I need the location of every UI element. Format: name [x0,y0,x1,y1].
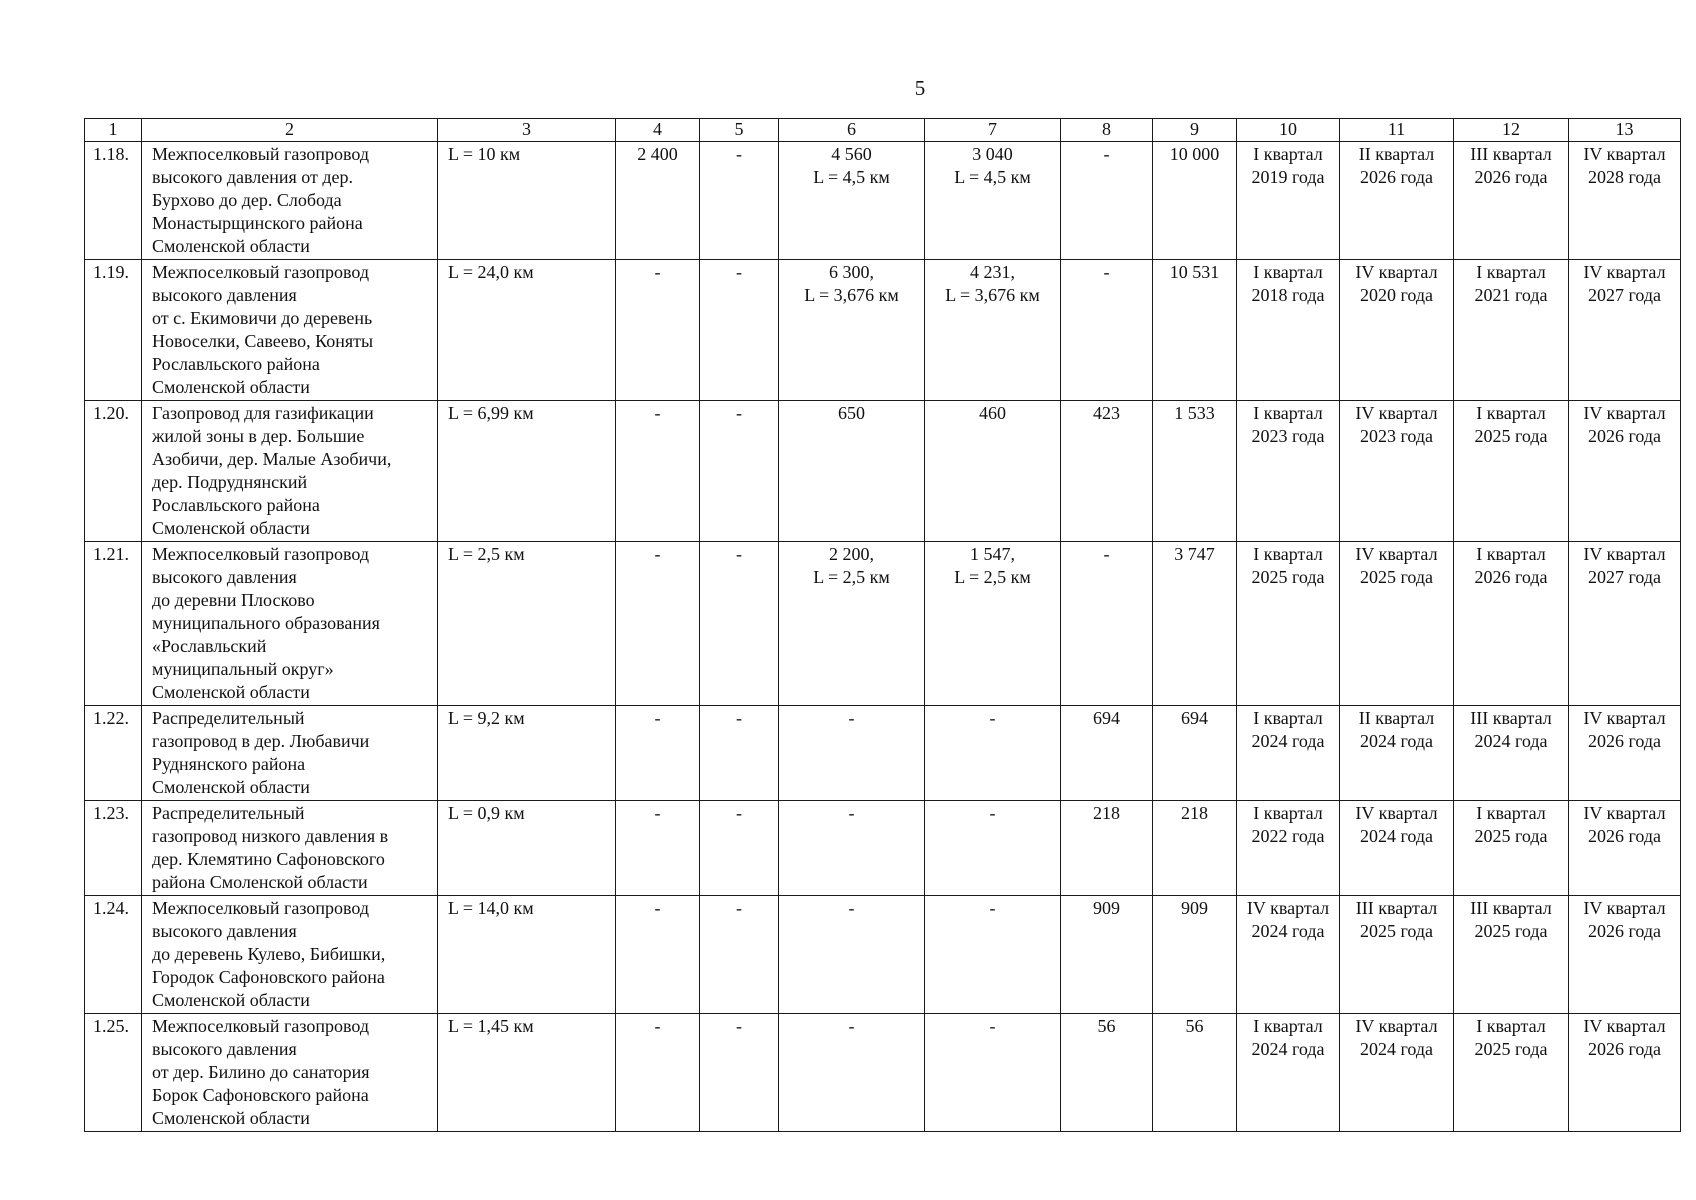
quarter-col-10 [1237,542,1340,706]
quarter-col-13 [1569,1014,1681,1132]
value-col-5: - [700,801,779,896]
cell-line: Смоленской области [152,682,310,702]
cell-line: Газопровод для газификации [152,403,374,423]
cell-line: Смоленской области [152,518,310,538]
cell-line: I квартал [1476,544,1546,564]
column-header: 5 [700,119,779,142]
value-col-6 [779,1014,925,1132]
quarter-col-11 [1340,142,1454,260]
table-row [85,706,1681,801]
cell-line: IV квартал [1355,262,1438,282]
cell-line: 2025 года [1251,567,1325,587]
column-header: 7 [925,119,1061,142]
pipeline-length: L = 0,9 км [438,801,616,896]
value-col-8: 694 [1061,706,1153,801]
column-header: 4 [616,119,700,142]
cell-line: 2024 года [1359,826,1434,846]
quarter-col-12 [1454,142,1569,260]
cell-line: газопровод в дер. Любавичи [152,731,370,751]
cell-line: II квартал [1358,144,1435,164]
cell-line: - [848,708,855,728]
value-col-8: 423 [1061,401,1153,542]
quarter-col-10 [1237,896,1340,1014]
cell-line: Борок Сафоновского района [152,1085,369,1105]
row-number: 1.22. [85,706,142,801]
cell-line: 2026 года [1587,426,1662,446]
object-name [142,706,438,801]
quarter-col-11 [1340,896,1454,1014]
cell-line: высокого давления [152,567,297,587]
value-col-4: 2 400 [616,142,700,260]
cell-line: 2018 года [1251,285,1325,305]
cell-line: IV квартал [1355,544,1438,564]
value-col-6 [779,260,925,401]
cell-line: I квартал [1253,144,1323,164]
cell-line: Смоленской области [152,1108,310,1128]
cell-line: I квартал [1476,403,1546,423]
cell-line: - [989,898,996,918]
cell-line: I квартал [1476,803,1546,823]
cell-line: Рославльского района [152,495,320,515]
quarter-col-12 [1454,260,1569,401]
value-col-8: - [1061,260,1153,401]
cell-line: 2026 года [1587,921,1662,941]
cell-line: муниципального образования [152,613,380,633]
cell-line: высокого давления [152,1039,297,1059]
cell-line: 6 300, [829,262,874,282]
cell-line: Межпоселковый газопровод [152,544,370,564]
cell-line: муниципальный округ» [152,659,334,679]
cell-line: I квартал [1253,262,1323,282]
quarter-col-11 [1340,542,1454,706]
row-number: 1.19. [85,260,142,401]
cell-line: - [989,1016,996,1036]
cell-line: 2027 года [1587,285,1662,305]
object-name [142,542,438,706]
object-name [142,896,438,1014]
quarter-col-13 [1569,706,1681,801]
page-number: 5 [914,76,926,100]
cell-line: 2025 года [1474,921,1548,941]
cell-line: Межпоселковый газопровод [152,898,370,918]
value-col-9: 1 533 [1153,401,1237,542]
cell-line: Межпоселковый газопровод [152,1016,370,1036]
quarter-col-10 [1237,142,1340,260]
cell-line: I квартал [1253,708,1323,728]
object-name [142,1014,438,1132]
cell-line: Смоленской области [152,990,310,1010]
cell-line: IV квартал [1583,262,1666,282]
cell-line: III квартал [1470,708,1552,728]
cell-line: Новоселки, Савеево, Коняты [152,331,374,351]
value-col-7 [925,260,1061,401]
cell-line: IV квартал [1355,803,1438,823]
value-col-5: - [700,896,779,1014]
value-col-6 [779,706,925,801]
cell-line: I квартал [1253,403,1323,423]
cell-line: 2025 года [1359,921,1434,941]
table-row [85,896,1681,1014]
table-row [85,142,1681,260]
value-col-9: 3 747 [1153,542,1237,706]
cell-line: IV квартал [1583,544,1666,564]
cell-line: Межпоселковый газопровод [152,262,370,282]
cell-line: L = 3,676 км [804,285,899,305]
cell-line: газопровод низкого давления в [152,826,389,846]
cell-line: 1 547, [970,544,1015,564]
cell-line: 2027 года [1587,567,1662,587]
cell-line: Распределительный [152,708,305,728]
cell-line: района Смоленской области [152,872,368,892]
value-col-8: 909 [1061,896,1153,1014]
cell-line: Смоленской области [152,777,310,797]
cell-line: 2025 года [1474,426,1548,446]
cell-line: IV квартал [1355,403,1438,423]
object-name [142,260,438,401]
cell-line: 2026 года [1474,567,1548,587]
column-header: 2 [142,119,438,142]
pipeline-length: L = 2,5 км [438,542,616,706]
cell-line: 2025 года [1359,567,1434,587]
quarter-col-11 [1340,706,1454,801]
table-row [85,801,1681,896]
cell-line: 2026 года [1474,167,1548,187]
cell-line: 2024 года [1251,921,1325,941]
cell-line: Руднянского района [152,754,306,774]
quarter-col-12 [1454,401,1569,542]
cell-line: IV квартал [1583,1016,1666,1036]
quarter-col-10 [1237,706,1340,801]
cell-line: «Рославльский [152,636,267,656]
cell-line: до деревни Плосково [152,590,315,610]
table-row [85,542,1681,706]
table-row [85,260,1681,401]
value-col-9: 10 531 [1153,260,1237,401]
cell-line: 2025 года [1474,1039,1548,1059]
value-col-9: 218 [1153,801,1237,896]
cell-line: - [848,803,855,823]
value-col-7 [925,142,1061,260]
cell-line: Монастырщинского района [152,213,363,233]
row-number: 1.25. [85,1014,142,1132]
quarter-col-13 [1569,142,1681,260]
cell-line: от с. Екимовичи до деревень [152,308,373,328]
table-row [85,1014,1681,1132]
cell-line: 4 231, [970,262,1015,282]
column-header: 11 [1340,119,1454,142]
cell-line: I квартал [1253,544,1323,564]
cell-line: 2024 года [1359,1039,1434,1059]
cell-line: L = 2,5 км [813,567,890,587]
cell-line: IV квартал [1583,144,1666,164]
value-col-5: - [700,142,779,260]
cell-line: Смоленской области [152,377,310,397]
cell-line: 460 [979,403,1006,423]
quarter-col-13 [1569,542,1681,706]
cell-line: Азобичи, дер. Малые Азобичи, [152,449,392,469]
quarter-col-10 [1237,260,1340,401]
cell-line: IV квартал [1583,898,1666,918]
cell-line: высокого давления от дер. [152,167,354,187]
cell-line: дер. Подруднянский [152,472,308,492]
value-col-8: 218 [1061,801,1153,896]
value-col-5: - [700,1014,779,1132]
cell-line: IV квартал [1246,898,1330,918]
value-col-5: - [700,706,779,801]
quarter-col-12 [1454,801,1569,896]
column-header: 8 [1061,119,1153,142]
pipeline-length: L = 1,45 км [438,1014,616,1132]
quarter-col-10 [1237,401,1340,542]
cell-line: L = 3,676 км [945,285,1040,305]
quarter-col-10 [1237,1014,1340,1132]
cell-line: 2021 года [1474,285,1548,305]
cell-line: Рославльского района [152,354,320,374]
cell-line: I квартал [1253,1016,1323,1036]
cell-line: Межпоселковый газопровод [152,144,370,164]
cell-line: 2024 года [1474,731,1548,751]
column-header: 10 [1237,119,1340,142]
row-number: 1.24. [85,896,142,1014]
value-col-9: 56 [1153,1014,1237,1132]
header-row [85,119,1681,142]
cell-line: 2024 года [1251,1039,1325,1059]
value-col-7 [925,1014,1061,1132]
value-col-8: - [1061,542,1153,706]
value-col-4: - [616,1014,700,1132]
cell-line: - [848,898,855,918]
cell-line: 2026 года [1587,826,1662,846]
quarter-col-11 [1340,1014,1454,1132]
quarter-col-13 [1569,401,1681,542]
value-col-6 [779,801,925,896]
cell-line: L = 4,5 км [813,167,890,187]
value-col-5: - [700,401,779,542]
cell-line: до деревень Кулево, Бибишки, [152,944,386,964]
row-number: 1.23. [85,801,142,896]
quarter-col-13 [1569,896,1681,1014]
cell-line: Смоленской области [152,236,310,256]
quarter-col-12 [1454,706,1569,801]
cell-line: I квартал [1476,262,1546,282]
cell-line: L = 2,5 км [954,567,1031,587]
table-body [85,142,1681,1132]
cell-line: IV квартал [1583,708,1666,728]
quarter-col-10 [1237,801,1340,896]
cell-line: 650 [838,403,865,423]
value-col-9: 10 000 [1153,142,1237,260]
pipeline-length: L = 14,0 км [438,896,616,1014]
gas-pipeline-table [84,118,1681,1132]
value-col-7 [925,706,1061,801]
cell-line: III квартал [1355,898,1438,918]
column-header: 9 [1153,119,1237,142]
cell-line: I квартал [1476,1016,1546,1036]
value-col-7 [925,542,1061,706]
cell-line: 2024 года [1251,731,1325,751]
cell-line: 2024 года [1359,731,1434,751]
value-col-9: 694 [1153,706,1237,801]
cell-line: IV квартал [1355,1016,1438,1036]
cell-line: 2020 года [1359,285,1434,305]
cell-line: 2019 года [1251,167,1325,187]
cell-line: жилой зоны в дер. Большие [152,426,365,446]
value-col-4: - [616,801,700,896]
cell-line: 2026 года [1587,1039,1662,1059]
quarter-col-11 [1340,801,1454,896]
pipeline-length: L = 10 км [438,142,616,260]
table-row [85,401,1681,542]
pipeline-length: L = 24,0 км [438,260,616,401]
cell-line: IV квартал [1583,403,1666,423]
object-name [142,801,438,896]
cell-line: 2026 года [1359,167,1434,187]
value-col-6 [779,142,925,260]
quarter-col-12 [1454,1014,1569,1132]
cell-line: I квартал [1253,803,1323,823]
row-number: 1.20. [85,401,142,542]
value-col-7 [925,896,1061,1014]
value-col-6 [779,542,925,706]
cell-line: 2022 года [1251,826,1325,846]
value-col-6 [779,401,925,542]
value-col-9: 909 [1153,896,1237,1014]
quarter-col-12 [1454,542,1569,706]
value-col-5: - [700,542,779,706]
cell-line: дер. Клемятино Сафоновского [152,849,385,869]
cell-line: высокого давления [152,921,297,941]
column-header: 3 [438,119,616,142]
column-header: 1 [85,119,142,142]
cell-line: - [848,1016,855,1036]
cell-line: Городок Сафоновского района [152,967,385,987]
value-col-5: - [700,260,779,401]
quarter-col-13 [1569,801,1681,896]
cell-line: - [989,803,996,823]
cell-line: II квартал [1358,708,1435,728]
cell-line: 2023 года [1251,426,1325,446]
object-name [142,401,438,542]
cell-line: 3 040 [972,144,1013,164]
value-col-7 [925,401,1061,542]
object-name [142,142,438,260]
quarter-col-13 [1569,260,1681,401]
cell-line: - [989,708,996,728]
value-col-4: - [616,896,700,1014]
quarter-col-12 [1454,896,1569,1014]
column-header: 13 [1569,119,1681,142]
value-col-4: - [616,401,700,542]
cell-line: Бурхово до дер. Слобода [152,190,342,210]
column-header: 6 [779,119,925,142]
cell-line: Распределительный [152,803,305,823]
row-number: 1.21. [85,542,142,706]
value-col-8: - [1061,142,1153,260]
cell-line: от дер. Билино до санатория [152,1062,370,1082]
cell-line: L = 4,5 км [954,167,1031,187]
cell-line: 2026 года [1587,731,1662,751]
cell-line: 4 560 [831,144,872,164]
cell-line: III квартал [1470,898,1552,918]
pipeline-length: L = 6,99 км [438,401,616,542]
cell-line: IV квартал [1583,803,1666,823]
value-col-8: 56 [1061,1014,1153,1132]
value-col-4: - [616,260,700,401]
cell-line: 2028 года [1587,167,1662,187]
value-col-7 [925,801,1061,896]
cell-line: 2025 года [1474,826,1548,846]
pipeline-length: L = 9,2 км [438,706,616,801]
value-col-4: - [616,706,700,801]
quarter-col-11 [1340,401,1454,542]
value-col-4: - [616,542,700,706]
column-header: 12 [1454,119,1569,142]
cell-line: 2023 года [1359,426,1434,446]
cell-line: 2 200, [829,544,874,564]
cell-line: высокого давления [152,285,297,305]
cell-line: III квартал [1470,144,1552,164]
row-number: 1.18. [85,142,142,260]
value-col-6 [779,896,925,1014]
quarter-col-11 [1340,260,1454,401]
